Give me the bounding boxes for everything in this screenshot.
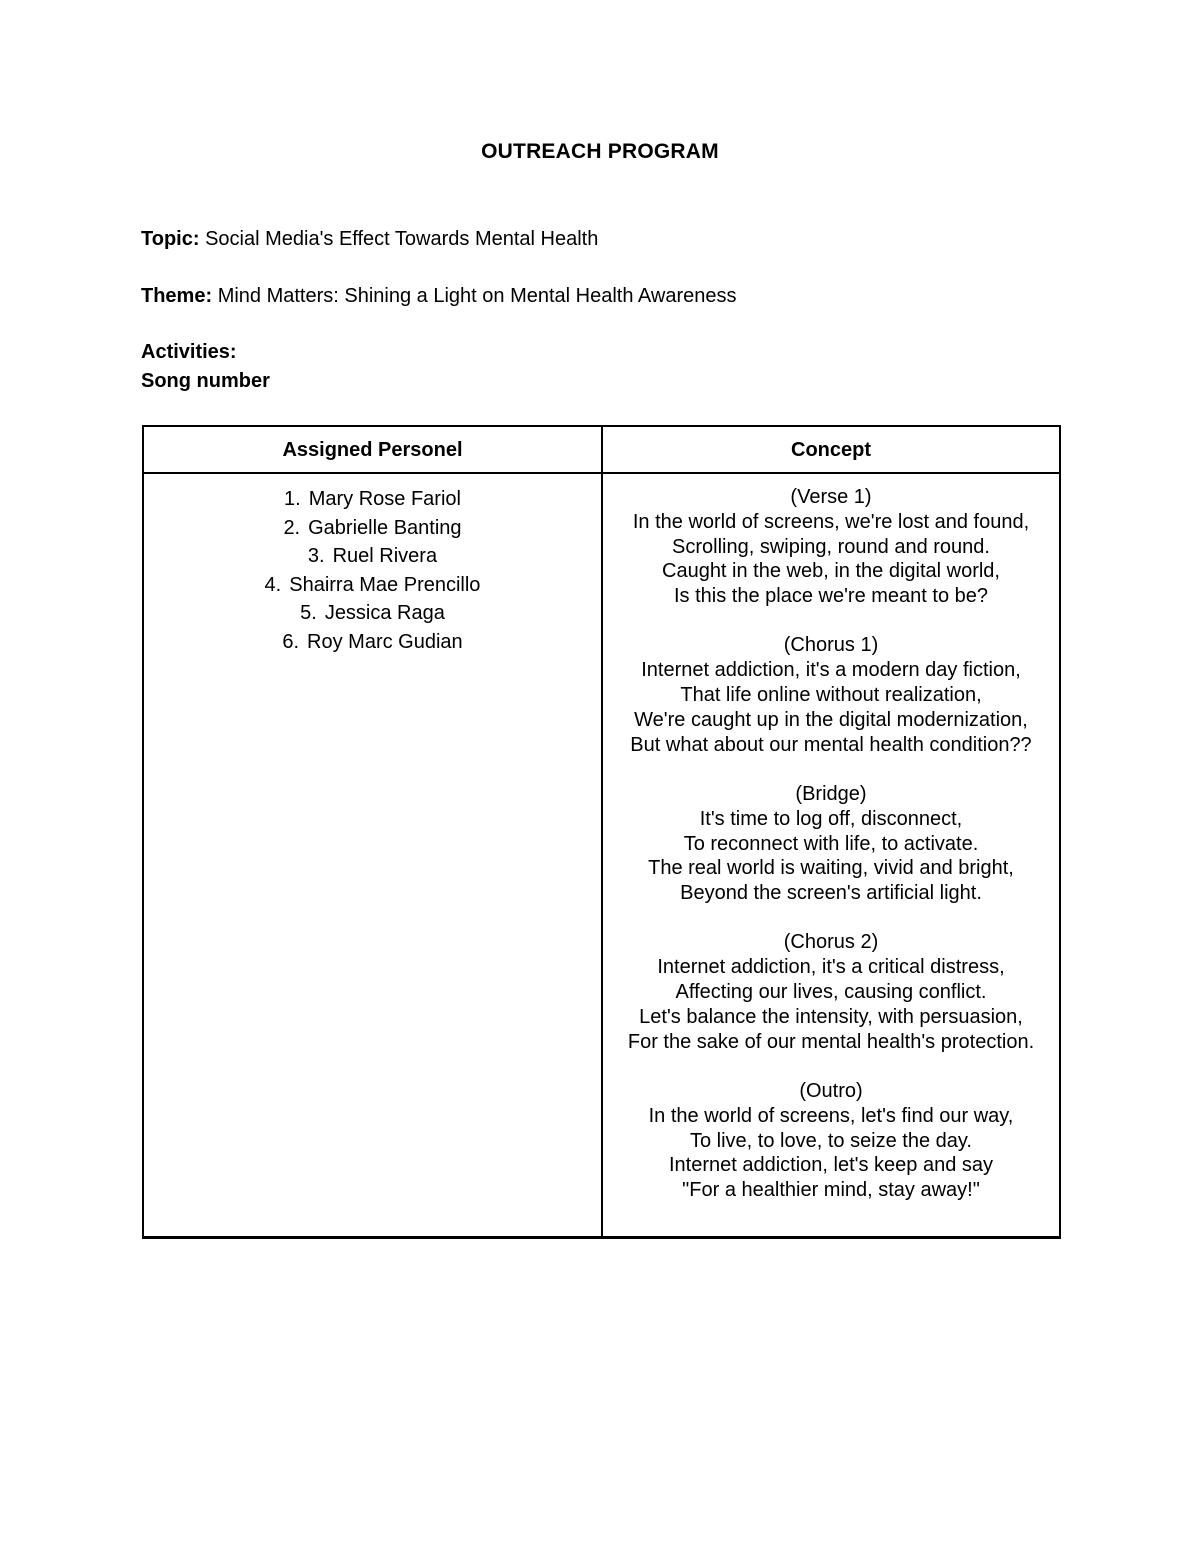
lyric-line: In the world of screens, let's find our way, — [648, 1104, 1014, 1127]
lyric-line: It's time to log off, disconnect, — [699, 807, 963, 830]
lyric-line: To live, to love, to seize the day. — [689, 1129, 972, 1152]
theme-line — [141, 285, 737, 308]
header-assigned-personel: Assigned Personel — [282, 439, 463, 461]
personnel-list — [144, 485, 601, 657]
lyric-line: We're caught up in the digital modernization, — [634, 708, 1028, 731]
topic-value: Social Media's Effect Towards Mental Health — [205, 228, 599, 250]
personnel-item: 2. Gabrielle Banting — [283, 516, 462, 539]
personnel-item: 6. Roy Marc Gudian — [282, 630, 463, 653]
topic-line — [141, 228, 598, 251]
lyric-line: "For a healthier mind, stay away!" — [682, 1179, 980, 1202]
personnel-name: Roy Marc Gudian — [307, 630, 463, 653]
theme-value: Mind Matters: Shining a Light on Mental Health Awareness — [217, 285, 737, 307]
song-lyrics — [603, 485, 1059, 1227]
personnel-name: Mary Rose Fariol — [308, 488, 461, 510]
lyric-line: To reconnect with life, to activate. — [683, 832, 979, 855]
theme-label: Theme: — [141, 285, 213, 307]
personnel-name: Ruel Rivera — [332, 545, 438, 568]
lyric-line: Internet addiction, it's a modern day fiction, — [641, 659, 1021, 682]
stanza-heading: (Outro) — [799, 1079, 863, 1102]
topic-label: Topic: — [141, 228, 200, 250]
lyric-line: For the sake of our mental health's protection. — [627, 1030, 1035, 1053]
header-concept: Concept — [791, 439, 871, 461]
lyric-line: Caught in the web, in the digital world, — [662, 560, 1000, 583]
personnel-name: Shairra Mae Prencillo — [289, 573, 481, 596]
page-title: OUTREACH PROGRAM — [481, 140, 719, 163]
stanza-chorus-1 — [603, 633, 1059, 757]
stanza-chorus-2 — [603, 930, 1059, 1054]
lyric-line: Is this the place we're meant to be? — [674, 585, 988, 608]
program-table — [142, 425, 1061, 1239]
stanza-heading: (Chorus 1) — [783, 634, 879, 657]
header-divider — [144, 472, 1059, 474]
personnel-item: 3. Ruel Rivera — [307, 545, 438, 568]
personnel-name: Jessica Raga — [324, 602, 445, 625]
personnel-name: Gabrielle Banting — [308, 516, 462, 539]
lyric-line: But what about our mental health condition?? — [630, 733, 1032, 756]
stanza-bridge — [603, 782, 1059, 906]
lyric-line: The real world is waiting, vivid and bright, — [648, 857, 1014, 880]
lyric-line: Affecting our lives, causing conflict. — [675, 981, 987, 1004]
personnel-item: 1. Mary Rose Fariol — [284, 488, 461, 510]
lyric-line: That life online without realization, — [680, 684, 982, 707]
lyric-line: Beyond the screen's artificial light. — [680, 882, 982, 905]
stanza-heading: (Chorus 2) — [783, 931, 879, 954]
personnel-item: 4. Shairra Mae Prencillo — [264, 573, 481, 596]
stanza-heading: (Bridge) — [795, 782, 867, 805]
lyric-line: Internet addiction, it's a critical distress, — [657, 956, 1005, 979]
lyric-line: In the world of screens, we're lost and found, — [632, 510, 1030, 533]
stanza-heading: (Verse 1) — [790, 486, 872, 508]
lyric-line: Let's balance the intensity, with persuasion, — [639, 1005, 1023, 1028]
song-number-label: Song number — [141, 370, 270, 392]
lyric-line: Internet addiction, let's keep and say — [668, 1154, 994, 1177]
stanza-outro — [603, 1079, 1059, 1203]
activities-label: Activities: — [141, 341, 237, 363]
lyric-line: Scrolling, swiping, round and round. — [672, 535, 990, 558]
stanza-verse-1 — [603, 485, 1059, 609]
personnel-item: 5. Jessica Raga — [300, 602, 445, 625]
